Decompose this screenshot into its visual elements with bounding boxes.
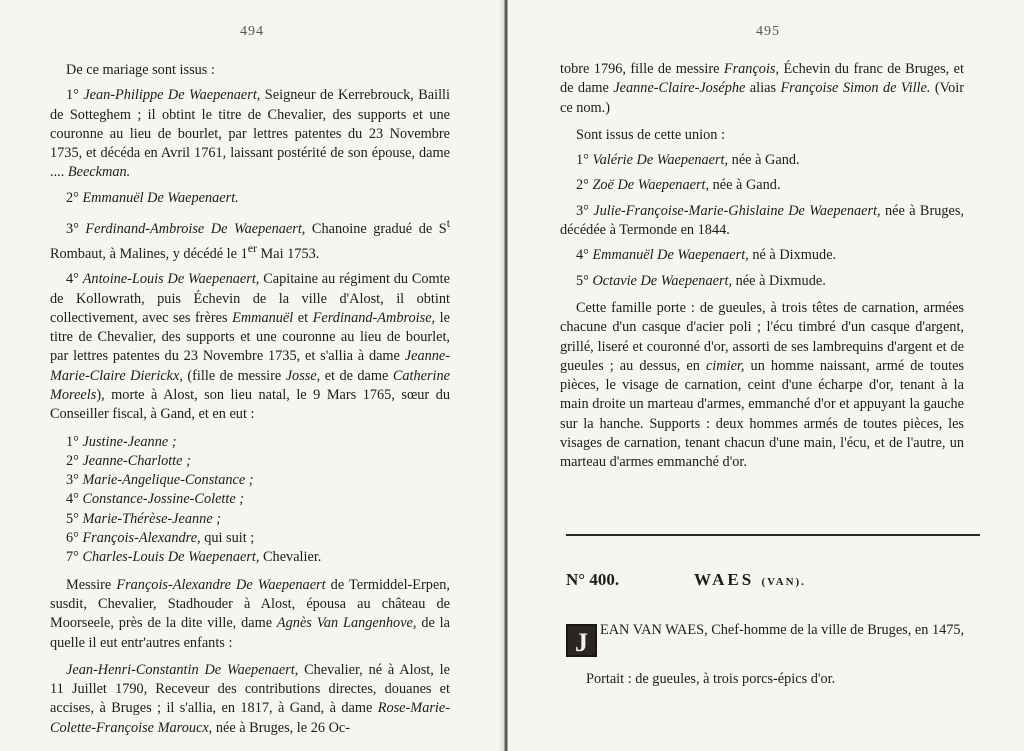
list-item: 3° Julie-Françoise-Marie-Ghislaine De Waepenaert, née à Bruges, décédée à Termonde en 1844. — [560, 202, 965, 239]
left-page — [0, 0, 504, 751]
list-item: 4° Emmanuël De Waepenaert, né à Dixmude. — [576, 247, 837, 264]
section-divider — [566, 534, 980, 536]
continuation-paragraph: tobre 1796, fille de messire François, Échevin du franc de Bruges, et de dame Jeanne-Claire-Joséphe alias Françoise Simon de Ville. (Voir ce nom.) — [560, 61, 964, 116]
paragraph-1: 1° Jean-Philippe De Waepenaert, Seigneur de Kerrebrouck, Bailli de Sotteghem ; il obtint le titre de Chevalier, des supports et une couronne au lieu de bourlet, par lettres patentes du 23 Novembre 1735, et décéda en Avril 1761, laissant postérité de son épouse, dame .... Beeckman. — [50, 87, 450, 181]
union-line: Sont issus de cette union : — [576, 126, 725, 143]
right-text-column — [560, 60, 964, 473]
list-item: 2° Jeanne-Charlotte ; — [66, 452, 191, 469]
list-item: 2° Zoë De Waepenaert, née à Gand. — [576, 177, 781, 194]
paragraph-2: 2° Emmanuël De Waepenaert. — [66, 189, 239, 206]
list-item: 3° Marie-Angelique-Constance ; — [66, 472, 254, 489]
right-page — [508, 0, 1024, 751]
intro-line: De ce mariage sont issus : — [66, 62, 215, 78]
list-item: 6° François-Alexandre, qui suit ; — [66, 530, 255, 547]
list-item: 4° Constance-Jossine-Colette ; — [66, 491, 245, 508]
article-number: N° 400. — [566, 570, 620, 589]
list-item: 7° Charles-Louis De Waepenaert, Chevalier. — [66, 549, 322, 566]
portait-line: Portait : de gueules, à trois porcs-épics d'or. — [586, 671, 836, 687]
family-name: WAES (VAN). — [694, 570, 806, 589]
paragraph-3: 3° Ferdinand-Ambroise De Waepenaert, Chanoine gradué de $S^t$ Rombaut, à Malines, y décédé le 1er Mai 1753. — [50, 216, 450, 262]
article-first-line: EAN VAN WAES, Chef-homme de la ville de Bruges, en 1475, — [600, 622, 965, 638]
drop-cap: J — [566, 624, 597, 657]
arms-paragraph: Cette famille porte : de gueules, à trois têtes de carnation, armées chacune d'un casque d'acier poli ; l'écu timbré d'un casque d'argent, grillé, liseré et couronné d'or, assorti de ses lambrequins d'argent et de gueules ; au dessus, en cimier, un homme naissant, armé de toutes pièces, le visage de carnation, ceint d'une écharpe d'or, tenant à la main droite un marteau d'armes, emmanché d'or et appuyant la gauche sur la hanche. Supports : deux hommes armés de toutes pièces, les visages de carnation, tenant chacun d'une main, l'écu, et de l'autre, un marteau d'armes emmanché d'or. — [560, 299, 964, 471]
page-number: 494 — [240, 24, 264, 39]
page-number: 495 — [756, 24, 780, 39]
paragraph-4: 4° Antoine-Louis De Waepenaert, Capitaine au régiment du Comte de Kollowrath, puis Échevin de la ville d'Alost, il obtint collectivement, avec ses frères Emmanuël et Ferdinand-Ambroise, le titre de Chevalier, des supports et une couronne au lieu de bourlet, par lettres patentes du 23 Novembre 1735, et s'allia à dame Jeanne-Marie-Claire Dierickx, (fille de messire Josse, et de dame Catherine Moreels), morte à Alost, son lieu natal, le 9 Mars 1765, sœur du Conseiller fiscal, à Gand, et en eut : — [50, 271, 451, 423]
children-list — [50, 433, 450, 568]
list-item: 1° Justine-Jeanne ; — [66, 433, 177, 450]
paragraph-6: Jean-Henri-Constantin De Waepenaert, Chevalier, né à Alost, le 11 Juillet 1790, Receveur des contributions directes, douanes et accises, à Bruges ; il s'allia, en 1817, à Gand, à dame Rose-Marie-Colette-Françoise Maroucx, née à Bruges, le 26 Oc- — [50, 661, 451, 736]
list-item: 5° Marie-Thérèse-Jeanne ; — [66, 510, 221, 527]
list-item: 1° Valérie De Waepenaert, née à Gand. — [576, 152, 800, 169]
left-text-column — [50, 61, 450, 738]
paragraph-5: Messire François-Alexandre De Waepenaert de Termiddel-Erpen, susdit, Chevalier, Stadhouder à Alost, épousa au château de Moorseele, près de la dite ville, dame Agnès Van Langenhove, de la quelle il eut entr'autres enfants : — [50, 576, 451, 651]
list-item: 5° Octavie De Waepenaert, née à Dixmude. — [576, 272, 826, 289]
